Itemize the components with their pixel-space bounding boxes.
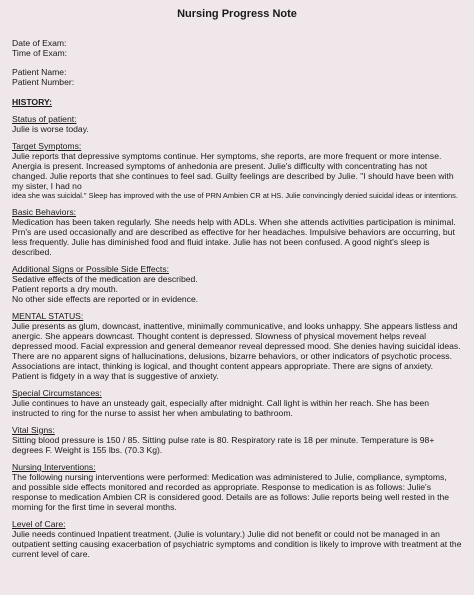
vital-signs-section: [12, 425, 462, 455]
status-text: Julie is worse today.: [12, 124, 89, 134]
side-effects-line: No other side effects are reported or in evidence.: [12, 294, 199, 304]
nursing-interventions-text: The following nursing interventions were performed: Medication was administered to Julie, compliance, symptoms, and possible side effects monitored and recorded as appropriate. Response to medication is as follows: Julie's response to medication Ambien CR is considered good. Details are as follows: Julie reports being well rested in the morning for the first time in several months.: [12, 472, 450, 512]
target-symptoms-text: Julie reports that depressive symptoms continue. Her symptoms, she reports, are more frequent or more intense. Anergia is present. Increased symptoms of anhedonia are present. Julie's difficulty with concentrating has not changed. Julie reports that she continues to feel sad. Guilty feelings are described by Julie. "I should have been with my sister, I had no: [12, 151, 454, 191]
mental-status-heading: MENTAL STATUS:: [12, 311, 84, 321]
basic-behaviors-section: [12, 207, 462, 257]
nursing-interventions-heading: Nursing Interventions:: [12, 462, 96, 472]
special-circumstances-heading: Special Circumstances:: [12, 388, 102, 398]
target-symptoms-section: [12, 141, 462, 200]
status-section: [12, 114, 462, 134]
side-effects-line: Sedative effects of the medication are described.: [12, 274, 198, 284]
nursing-interventions-section: [12, 462, 462, 512]
page-title: Nursing Progress Note: [177, 8, 297, 20]
side-effects-heading: Additional Signs or Possible Side Effects:: [12, 264, 170, 274]
special-circumstances-text: Julie continues to have an unsteady gait, especially after midnight. Call light is within her reach. She has been instructed to ring for the nurse to assist her when ambulating to bathroom.: [12, 398, 430, 418]
status-heading: Status of patient:: [12, 114, 77, 124]
level-of-care-section: [12, 519, 462, 559]
patient-name-field: Patient Name:: [12, 67, 67, 77]
history-heading: HISTORY:: [12, 97, 52, 107]
mental-status-text: Julie presents as glum, downcast, inattentive, minimally communicative, and looks unhappy. She appears listless and anergic. She appears downcast. Thought content is depressed. Slowness of physical movement helps reveal depressed mood. Facial expression and general demeanor reveal depressed mood. She denies having suicidal ideas. There are no apparent signs of hallucinations, delusions, bizarre behaviors, or other indicators of psychotic process. Associations are intact, thinking is logical, and thought content appears appropriate. There are signs of anxiety. Patient is fidgety in a way that is suggestive of anxiety.: [12, 321, 461, 381]
level-of-care-text: Julie needs continued Inpatient treatment. (Julie is voluntary.) Julie did not benefit or could not be managed in an outpatient setting causing exacerbation of psychiatric symptoms and condition is likely to improve with treatment at the current level of care.: [12, 529, 462, 559]
side-effects-section: [12, 264, 462, 304]
basic-behaviors-text: Medication has been taken regularly. She needs help with ADLs. When she attends activities participation is minimal. Prn's are used occasionally and are described as effective for her headaches. Impulsive behaviors are occurring, but less frequently. Julie has diminished food and fluid intake. Julie has not been confused. A good night's sleep is described.: [12, 217, 456, 257]
basic-behaviors-heading: Basic Behaviors:: [12, 207, 77, 217]
vital-signs-heading: Vital Signs:: [12, 425, 55, 435]
side-effects-line: Patient reports a dry mouth.: [12, 284, 119, 294]
level-of-care-heading: Level of Care:: [12, 519, 66, 529]
time-of-exam-field: Time of Exam:: [12, 48, 68, 58]
mental-status-section: [12, 311, 462, 381]
patient-number-field: Patient Number:: [12, 77, 75, 87]
target-symptoms-heading: Target Symptoms:: [12, 141, 82, 151]
vital-signs-text: Sitting blood pressure is 150 / 85. Sitting pulse rate is 80. Respiratory rate is 18 per minute. Temperature is 98+ degrees F. Weight is 155 lbs. (70.3 Kg).: [12, 435, 435, 455]
date-of-exam-field: Date of Exam:: [12, 38, 67, 48]
target-symptoms-text-small: idea she was suicidal." Sleep has improved with the use of PRN Ambien CR at HS. Julie convincingly denied suicidal ideas or intentions.: [12, 191, 458, 200]
special-circumstances-section: [12, 388, 462, 418]
